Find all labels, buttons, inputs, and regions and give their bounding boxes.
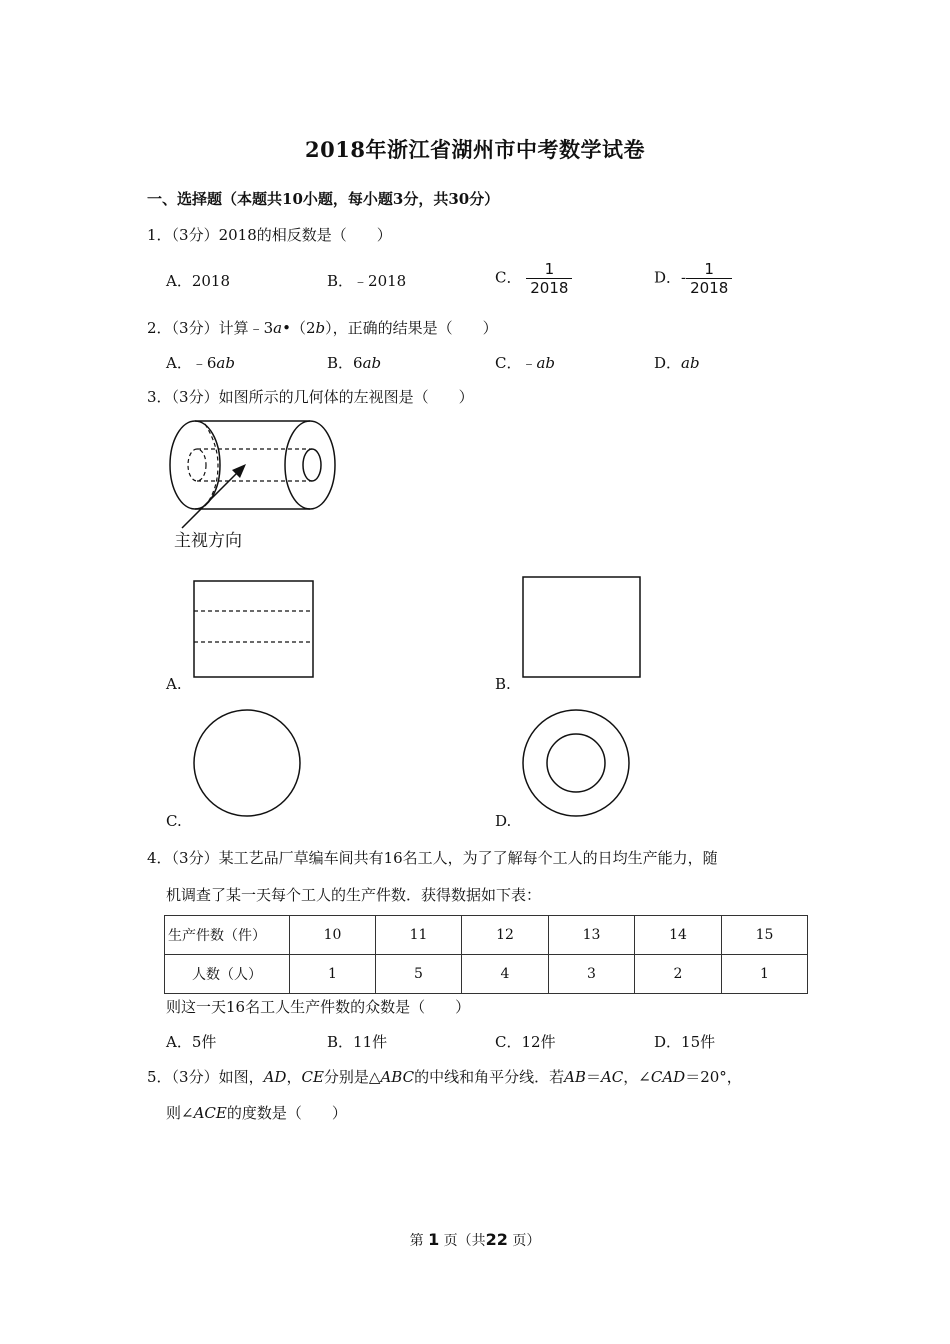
table-header-cell: 生产件数（件） — [165, 916, 290, 955]
figure-caption: 主视方向 — [174, 531, 242, 551]
q1-option-c — [495, 260, 572, 297]
cylinder-figure — [160, 410, 350, 560]
q4-question: 则这一天16名工人生产件数的众数是（ ） — [166, 998, 471, 1016]
fraction-denominator: 2018 — [526, 278, 572, 297]
q4-option-c: C．12件 — [495, 1033, 556, 1051]
q3-option-d-figure — [518, 705, 634, 821]
table-cell: 2 — [635, 955, 722, 994]
q3-option-b-figure — [518, 573, 646, 681]
table-cell: 11 — [376, 916, 462, 955]
page-footer: 第 1 页（共22 页） — [409, 1230, 541, 1249]
q1-option-c-fraction — [526, 260, 572, 297]
table-cell: 14 — [635, 916, 722, 955]
table-cell: 12 — [462, 916, 549, 955]
q1-option-a: A．2018 — [166, 272, 231, 290]
table-cell: 10 — [290, 916, 376, 955]
q3-option-b-label: B. — [495, 675, 511, 693]
section-heading: 一、选择题（本题共10小题，每小题3分，共30分） — [147, 190, 500, 208]
table-cell: 13 — [549, 916, 635, 955]
q5-stem-line2: 则∠ACE的度数是（ ） — [166, 1104, 347, 1122]
q3-option-a-label: A. — [166, 675, 182, 693]
total-pages: 22 — [485, 1230, 508, 1249]
q3-option-d-label: D. — [495, 812, 512, 830]
q2-option-c: C．﹣ab — [495, 354, 556, 372]
q4-option-b: B．11件 — [327, 1033, 388, 1051]
minus-sign: - — [681, 268, 687, 287]
table-cell: 4 — [462, 955, 549, 994]
q2-option-b: B．6ab — [327, 354, 382, 372]
page-title: 2018年浙江省湖州市中考数学试卷 — [305, 137, 645, 162]
table-cell: 3 — [549, 955, 635, 994]
q1-option-d-label: D． — [654, 268, 682, 287]
q1-stem: 1．（3分）2018的相反数是（ ） — [147, 226, 392, 244]
q4-stem-line1: 4．（3分）某工艺品厂草编车间共有16名工人，为了了解每个工人的日均生产能力，随 — [147, 849, 718, 867]
q3-stem: 3．（3分）如图所示的几何体的左视图是（ ） — [147, 388, 474, 406]
q4-option-a: A．5件 — [166, 1033, 217, 1051]
q4-stem-line2: 机调查了某一天每个工人的生产件数．获得数据如下表： — [166, 886, 542, 904]
table-cell: 1 — [722, 955, 808, 994]
table-cell: 1 — [290, 955, 376, 994]
q3-option-a-figure — [190, 578, 318, 680]
fraction-numerator: 1 — [704, 260, 714, 278]
q3-option-c-label: C. — [166, 812, 182, 830]
table-cell: 15 — [722, 916, 808, 955]
q3-option-c-figure — [190, 705, 306, 821]
q2-option-a: A．﹣6ab — [166, 354, 235, 372]
table-header-cell: 人数（人） — [165, 955, 290, 994]
q1-option-c-label: C． — [495, 268, 522, 287]
fraction-numerator: 1 — [544, 260, 555, 278]
table-cell: 5 — [376, 955, 462, 994]
q5-stem-line1: 5．（3分）如图，AD，CE分别是△ABC的中线和角平分线．若AB＝AC，∠CAD＝20°， — [147, 1068, 742, 1086]
q2-option-d: D．ab — [654, 354, 700, 372]
q2-stem: 2．（3分）计算﹣3a•（2b），正确的结果是（ ） — [147, 319, 498, 337]
table-row — [165, 955, 808, 994]
q1-option-b: B．﹣2018 — [327, 272, 407, 290]
fraction-denominator: 2018 — [686, 278, 732, 297]
table-row — [165, 916, 808, 955]
page-number: 1 — [428, 1230, 440, 1249]
q4-option-d: D．15件 — [654, 1033, 716, 1051]
q1-option-d — [654, 260, 732, 297]
q1-option-d-fraction — [686, 260, 732, 297]
production-table — [164, 915, 808, 994]
